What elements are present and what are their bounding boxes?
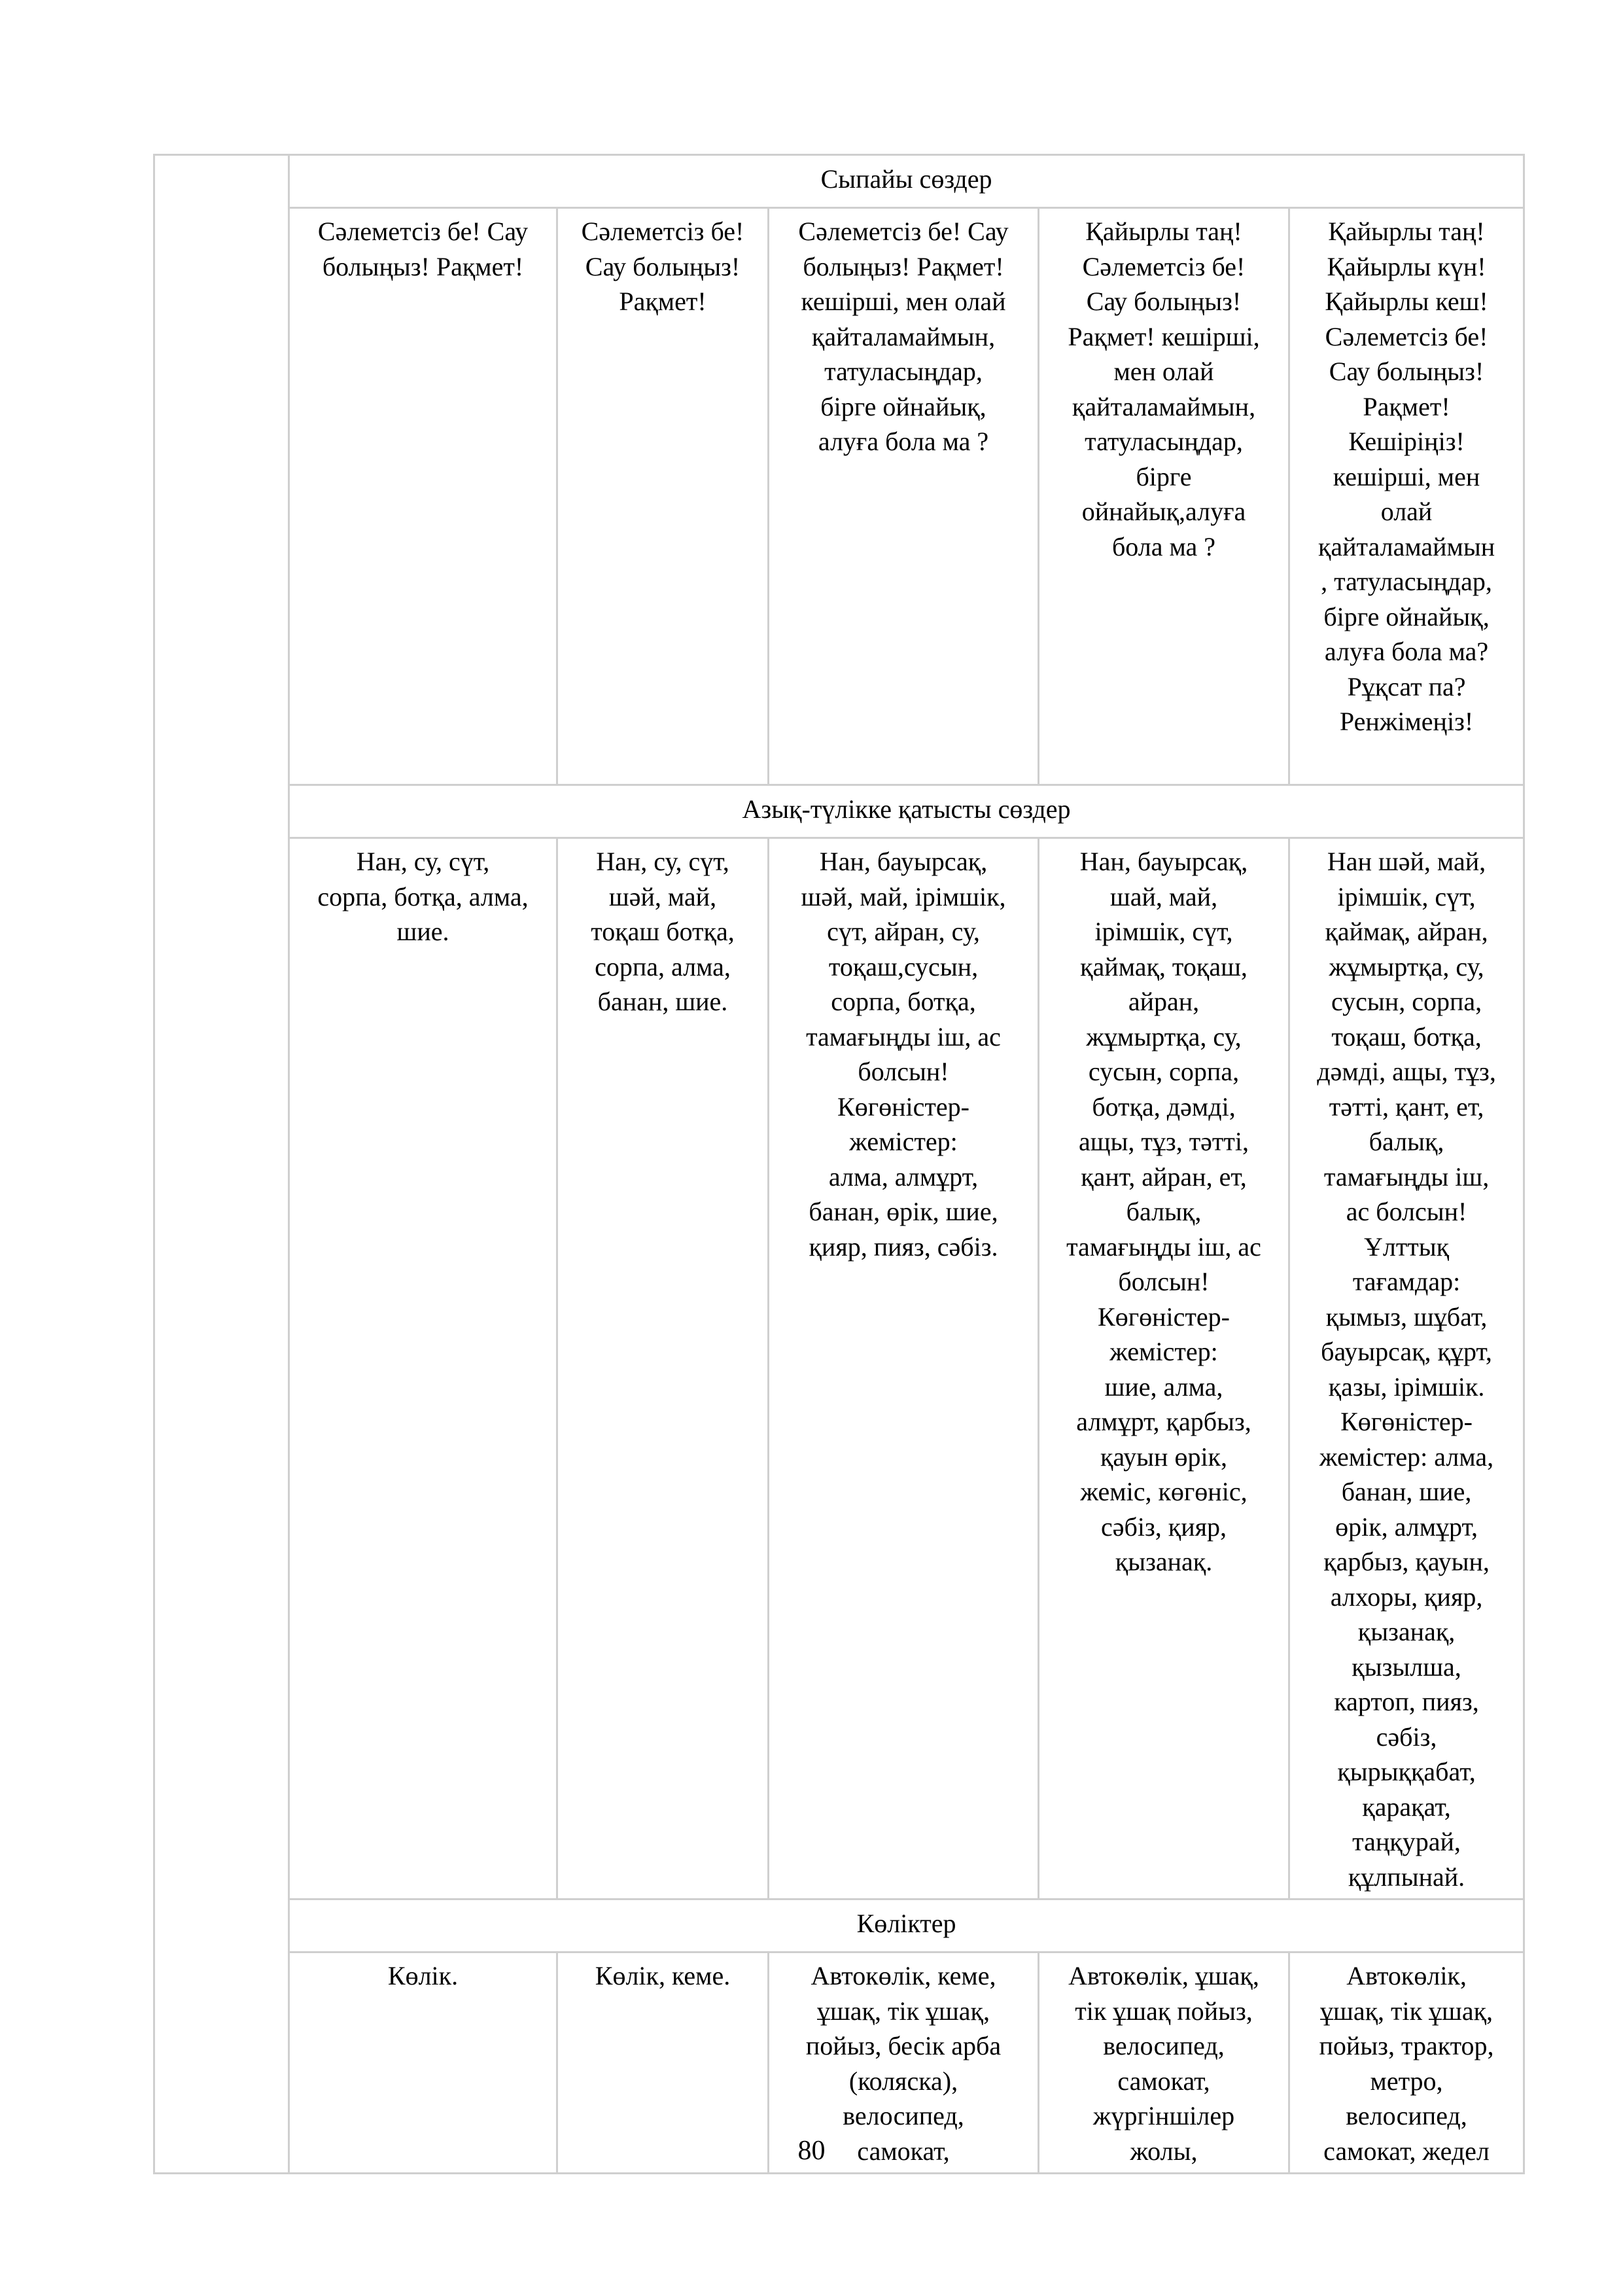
cell-text: Нан шәй, май, ірімшік, сүт, қаймақ, айран, жұмыртқа, су, сусын, сорпа, тоқаш, ботқа, дәмді, ащы, тұз, тәтті, қант, ет, балық, тамағыңды іш, ас болсын! Ұлттық тағамдар: қымыз, шұбат, бауырсақ, құрт, қазы, ірімшік. Көгөністер- жемістер: алма, банан, шие, өрік, алмұрт, қарбыз, қауын, алхоры, қияр, қызанақ, қызылша, картоп, пияз, сәбіз, қырыққабат, қарақат, таңқурай, құлпынай.	[1317, 847, 1496, 1892]
cell-text: Сәлеметсіз бе! Сау болыңыз! Рақмет!	[317, 217, 529, 281]
table-cell	[557, 838, 769, 1899]
cell-text: Қайырлы таң! Сәлеметсіз бе! Сау болыңыз! Рақмет! кешірші, мен олай қайталамаймын, татуласыңдар, бірге ойнайық,алуға бола ма ?	[1068, 217, 1260, 561]
table-cell	[769, 208, 1039, 785]
table-cell	[557, 208, 769, 785]
table-cell	[289, 208, 557, 785]
cell-text: Нан, су, сүт, сорпа, ботқа, алма, шие.	[317, 847, 529, 946]
table-cell	[769, 838, 1039, 1899]
cell-text: Автокөлік, кеме, ұшақ, тік ұшақ, пойыз, бесік арба (коляска), велосипед, самокат,	[805, 1961, 1002, 2166]
section-header-row	[154, 1899, 1524, 1952]
section-title-food-words: Азық-түлікке қатысты сөздер	[289, 785, 1524, 838]
cell-text: Нан, су, сүт, шәй, май, тоқаш ботқа, сорпа, алма, банан, шие.	[591, 847, 735, 1016]
table-cell	[1289, 208, 1524, 785]
section-title-polite-words: Сыпайы сөздер	[289, 155, 1524, 208]
page-number: 80	[797, 2136, 826, 2166]
table-cell	[289, 838, 557, 1899]
cell-text: Сәлеметсіз бе! Сау болыңыз! Рақмет!	[581, 217, 744, 316]
section-header-row	[154, 785, 1524, 838]
cell-text: Автокөлік, ұшақ, тік ұшақ пойыз, велосипед, самокат, жүргіншілер жолы,	[1068, 1961, 1259, 2166]
section-header-row	[154, 155, 1524, 208]
cell-text: Қайырлы таң! Қайырлы күн! Қайырлы кеш! Сәлеметсіз бе! Сау болыңыз! Рақмет! Кешіріңіз! кешірші, мен олай қайталамаймын , татуласыңдар, бірге ойнайық, алуға бола ма? Рұқсат па? Ренжімеңіз!	[1318, 217, 1495, 736]
cell-text: Нан, бауырсақ, шай, май, ірімшік, сүт, қаймақ, тоқаш, айран, жұмыртқа, су, сусын, сорпа, ботқа, дәмді, ащы, тұз, тәтті, қант, айран, ет, балық, тамағыңды іш, ас болсын! Көгөністер- жемістер: шие, алма, алмұрт, қарбыз, қауын өрік, жеміс, көгөніс, сәбіз, қияр, қызанақ.	[1066, 847, 1261, 1576]
cell-text: Нан, бауырсақ, шәй, май, ірімшік, сүт, айран, су, тоқаш,сусын, сорпа, ботқа, тамағыңды іш, ас болсын! Көгөністер- жемістер: алма, алмұрт, банан, өрік, шие, қияр, пияз, сәбіз.	[801, 847, 1006, 1262]
table-cell	[1039, 838, 1289, 1899]
content-table	[153, 154, 1525, 2174]
table-row	[154, 208, 1524, 785]
section-title-transport: Көліктер	[289, 1899, 1524, 1952]
left-margin-column	[154, 155, 289, 2174]
cell-text: Автокөлік, ұшақ, тік ұшақ, пойыз, трактор, метро, велосипед, самокат, жедел	[1319, 1961, 1494, 2166]
table-cell	[1039, 208, 1289, 785]
cell-text: Көлік, кеме.	[595, 1961, 731, 1990]
table-row	[154, 838, 1524, 1899]
table-cell	[1289, 838, 1524, 1899]
cell-text: Сәлеметсіз бе! Сау болыңыз! Рақмет! кешірші, мен олай қайталамаймын, татуласыңдар, бірге ойнайық, алуға бола ма ?	[798, 217, 1009, 456]
cell-text: Көлік.	[387, 1961, 459, 1990]
